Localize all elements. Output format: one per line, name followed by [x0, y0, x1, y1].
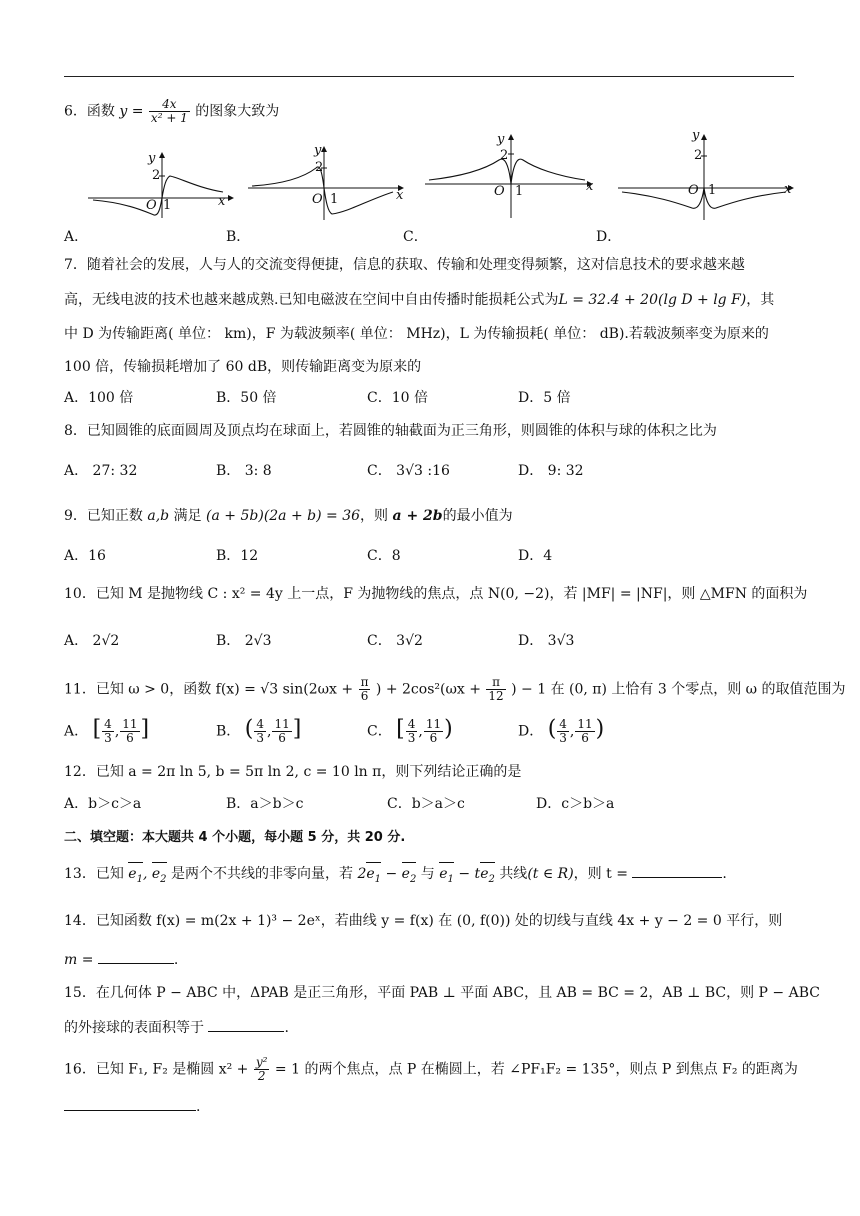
- graph-a-x-label: x: [218, 194, 226, 209]
- graph-b-x-label: x: [396, 188, 404, 203]
- q11-a-d1: 3: [104, 731, 112, 745]
- q11-option-c[interactable]: C． [ $\frac{4}{3}$ , $\frac{11}{6}$ ): [367, 716, 453, 745]
- graph-b-tick-2: 2: [315, 160, 324, 175]
- q11-frac-pi-12: [486, 676, 505, 703]
- q11-option-b[interactable]: B． ( $\frac{4}{3}$ , $\frac{11}{6}$ ]: [216, 716, 302, 745]
- graph-d-y-label: y: [692, 128, 700, 143]
- q15-end: .: [284, 1020, 289, 1036]
- q12-option-b[interactable]: B．a＞b＞c: [226, 796, 304, 812]
- q10-option-c[interactable]: C． 3√2: [367, 633, 423, 649]
- q11-a-frac2: [120, 718, 139, 745]
- q12-option-d[interactable]: D．c＞b＞a: [536, 796, 615, 812]
- q14-line-1: 14．已知函数 f(x) = m(2x + 1)³ − 2eˣ，若曲线 y = f(x) 在 (0, f(0)) 处的切线与直线 4x + y − 2 = 0 平行，则: [64, 913, 783, 929]
- q16-stem: [64, 1056, 798, 1083]
- q9-c: 满足: [173, 508, 202, 524]
- graph-c-tick-2: 2: [500, 148, 509, 163]
- q15-line-2: [64, 1017, 289, 1038]
- q9-option-b[interactable]: B．12: [216, 548, 259, 564]
- q11-option-d[interactable]: D． ( $\frac{4}{3}$ , $\frac{11}{6}$ ): [518, 716, 605, 745]
- q11-option-c-open: [: [396, 716, 405, 742]
- graph-a-tick-2: 2: [152, 168, 161, 183]
- q9-constraint: (a + 5b)(2a + b) = 36: [206, 508, 361, 524]
- q16-end: .: [196, 1099, 201, 1115]
- q11-stem: [64, 676, 846, 703]
- q7-line-1: 7．随着社会的发展，人与人的交流变得便捷，信息的获取、传输和处理变得频繁，这对信息技术的要求越来越: [64, 257, 745, 273]
- graph-a-tick-1: 1: [163, 198, 172, 213]
- q14-answer-blank[interactable]: [98, 949, 174, 964]
- q13-answer-blank[interactable]: [632, 863, 722, 878]
- q13-c: 与: [420, 866, 435, 882]
- q11-option-b-open: (: [244, 716, 254, 742]
- q11-option-c-close: ): [444, 716, 453, 742]
- section-2-heading: 二、填空题：本大题共 4 个小题，每小题 5 分，共 20 分.: [64, 830, 406, 845]
- function-lhs: y =: [119, 103, 144, 120]
- q11-b: ) + 2cos²(ωx +: [375, 681, 481, 698]
- graph-option-b: [248, 142, 408, 222]
- q13-d: 共线: [499, 866, 528, 882]
- q11-option-a[interactable]: A． [ $\frac{4}{3}$ , $\frac{11}{6}$ ]: [64, 716, 150, 745]
- q7-line-4: 100 倍，传输损耗增加了 60 dB，则传输距离变为原来的: [64, 359, 422, 375]
- q13-b: 是两个不共线的非零向量，若: [170, 866, 353, 882]
- q11-c-d1: 3: [407, 731, 416, 745]
- q11-c-frac1: [406, 718, 418, 745]
- q11-b-d2: 6: [278, 731, 286, 745]
- q11-option-d-close: ): [595, 716, 605, 742]
- graph-b-y-label: y: [314, 143, 322, 158]
- q13-g: .: [722, 866, 727, 882]
- q11-option-a-close: ]: [140, 716, 150, 742]
- q11-d-n2: 11: [577, 717, 593, 731]
- q7-option-d[interactable]: D．5 倍: [518, 390, 571, 406]
- graph-a-origin: O: [146, 198, 157, 213]
- graph-c-y-label: y: [497, 132, 505, 147]
- q11-d-d1: 3: [559, 731, 567, 745]
- graph-option-c: [425, 130, 595, 220]
- q11-a-n1: 4: [104, 717, 112, 731]
- q6-suffix: 的图象大致为: [195, 103, 280, 120]
- graph-d-x-label: x: [784, 182, 792, 197]
- graph-c-x-label: x: [586, 179, 594, 194]
- q15-line-1: 15．在几何体 P − ABC 中，ΔPAB 是正三角形，平面 PAB ⊥ 平面 ABC，且 AB = BC = 2，AB ⊥ BC，则 P − ABC: [64, 985, 820, 1001]
- q11-c-n2: 11: [425, 717, 442, 731]
- q13-vectors: $e_1$, $e_2$: [128, 866, 166, 882]
- q11-b-frac2: [272, 718, 291, 745]
- q11-a-frac1: [102, 718, 114, 745]
- q9-stem: [64, 506, 513, 526]
- q11-option-b-close: ]: [292, 716, 302, 742]
- q7-option-b[interactable]: B．50 倍: [216, 390, 277, 406]
- q11-b-n2: 11: [274, 717, 290, 731]
- q11-option-b-label: B．: [216, 723, 241, 740]
- q11-c-d2: 6: [429, 731, 438, 745]
- q10-option-d[interactable]: D． 3√3: [518, 633, 575, 649]
- q11-c: ) − 1 在 (0, π) 上恰有 3 个零点，则 ω 的取值范围为: [511, 681, 846, 698]
- q11-b-d1: 3: [256, 731, 264, 745]
- q11-d-frac2: [575, 718, 594, 745]
- q11-d-d2: 6: [581, 731, 589, 745]
- q11-option-d-open: (: [547, 716, 557, 742]
- q8-option-a[interactable]: A． 27: 32: [64, 463, 138, 479]
- graph-d-tick-1: 1: [708, 183, 717, 198]
- q13-stem: [64, 863, 727, 890]
- function-numerator: 4x: [149, 98, 190, 112]
- q10-stem: 10．已知 M 是抛物线 C : x² = 4y 上一点，F 为抛物线的焦点，点 N(0, −2)，若 |MF| = |NF|，则 △MFN 的面积为: [64, 586, 808, 602]
- q16-a: 16．已知 F₁, F₂ 是椭圆 x² +: [64, 1061, 249, 1078]
- graph-d-origin: O: [688, 183, 699, 198]
- q11-pi-2: π: [486, 676, 505, 690]
- q10-option-b[interactable]: B． 2√3: [216, 633, 272, 649]
- q11-option-c-label: C．: [367, 723, 392, 740]
- q14-end: .: [173, 952, 179, 968]
- graph-option-d: [618, 128, 798, 222]
- q16-answer-blank[interactable]: [64, 1096, 196, 1111]
- q12-option-a[interactable]: A．b＞c＞a: [64, 796, 142, 812]
- q11-frac-pi-6: [359, 676, 371, 703]
- q11-option-d-label: D．: [518, 723, 544, 740]
- q15-text: 的外接球的表面积等于: [64, 1020, 204, 1036]
- q14-m: m =: [64, 952, 94, 968]
- graph-b-origin: O: [312, 192, 323, 207]
- q9-option-d[interactable]: D．4: [518, 548, 553, 564]
- graph-a-y-label: y: [148, 151, 156, 166]
- q8-option-c[interactable]: C． 3√3 :16: [367, 463, 450, 479]
- q6-option-b[interactable]: B．: [226, 229, 251, 245]
- q11-option-a-label: A．: [64, 723, 89, 740]
- q10-option-a[interactable]: A． 2√2: [64, 633, 120, 649]
- q16-y2: y²: [255, 1055, 268, 1069]
- q16-b: = 1 的两个焦点，点 P 在椭圆上，若 ∠PF₁F₂ = 135°，则点 P 到焦点 F₂ 的距离为: [274, 1061, 798, 1078]
- graph-c-tick-1: 1: [515, 184, 524, 199]
- q9-target: a + 2b: [392, 508, 443, 524]
- function-denominator: x² + 1: [150, 111, 188, 125]
- q9-option-c[interactable]: C．8: [367, 548, 401, 564]
- q7-option-a[interactable]: A．100 倍: [64, 390, 134, 406]
- q7-line-2: [64, 290, 774, 310]
- q6-option-c[interactable]: C．: [403, 229, 428, 245]
- q12-stem: 12．已知 a = 2π ln 5, b = 5π ln 2, c = 10 ln π，则下列结论正确的是: [64, 764, 522, 780]
- q11-b-frac1: [254, 718, 266, 745]
- q7-line-2c: ，其: [746, 292, 775, 308]
- q13-e: (t ∈ R): [527, 866, 574, 882]
- q7-formula: L = 32.4 + 20(lg D + lg F): [558, 292, 747, 308]
- q8-option-d[interactable]: D． 9: 32: [518, 463, 584, 479]
- q16-line-2: [64, 1096, 200, 1117]
- q6-prefix: 6．函数: [64, 103, 115, 120]
- header-rule: [64, 76, 794, 77]
- function-fraction: [149, 98, 190, 125]
- question-6-stem: [64, 98, 279, 125]
- q11-c-frac2: [424, 718, 443, 745]
- q7-option-c[interactable]: C．10 倍: [367, 390, 428, 406]
- graph-d-tick-2: 2: [694, 148, 703, 163]
- q14-line-2: [64, 949, 178, 970]
- q7-line-3: 中 D 为传输距离( 单位： km)，F 为载波频率( 单位： MHz)，L 为传输损耗( 单位： dB).若载波频率变为原来的: [64, 326, 769, 342]
- q6-option-d[interactable]: D．: [596, 229, 622, 245]
- q11-pi-1: π: [360, 675, 369, 689]
- q11-twelve: 12: [488, 689, 504, 703]
- q12-option-c[interactable]: C．b＞a＞c: [387, 796, 465, 812]
- q13-vec-expr-1: $2e_1 - e_2$: [357, 866, 416, 882]
- q9-a: 9．已知正数: [64, 508, 143, 524]
- q11-a-d2: 6: [126, 731, 134, 745]
- q11-d-n1: 4: [559, 717, 567, 731]
- q9-vars: a,b: [147, 508, 170, 524]
- graph-c-origin: O: [494, 184, 505, 199]
- q11-d-frac1: [557, 718, 569, 745]
- q9-e: ，则: [360, 508, 389, 524]
- q11-six: 6: [360, 689, 369, 703]
- q8-stem: 8．已知圆锥的底面圆周及顶点均在球面上，若圆锥的轴截面为正三角形，则圆锥的体积与球的体积之比为: [64, 423, 717, 439]
- q11-c-n1: 4: [407, 717, 416, 731]
- q6-option-a[interactable]: A．: [64, 229, 89, 245]
- q16-two: 2: [257, 1069, 266, 1083]
- graph-b-tick-1: 1: [330, 192, 339, 207]
- q11-b-n1: 4: [256, 717, 264, 731]
- q13-vec-expr-2: $e_1 - te_2$: [439, 866, 495, 882]
- q11-option-a-open: [: [92, 716, 102, 742]
- q8-option-b[interactable]: B． 3: 8: [216, 463, 272, 479]
- q7-line-2a: 高，无线电波的技术也越来越成熟.已知电磁波在空间中自由传播时能损耗公式为: [64, 292, 559, 308]
- q13-f: ，则 t =: [573, 866, 628, 882]
- q16-frac: [254, 1056, 270, 1083]
- q13-a: 13．已知: [64, 866, 124, 882]
- q11-a: 11．已知 ω > 0，函数 f(x) = √3 sin(2ωx +: [64, 681, 354, 698]
- q11-a-n2: 11: [122, 717, 138, 731]
- q9-option-a[interactable]: A．16: [64, 548, 106, 564]
- q9-g: 的最小值为: [442, 508, 513, 524]
- q15-answer-blank[interactable]: [208, 1017, 284, 1032]
